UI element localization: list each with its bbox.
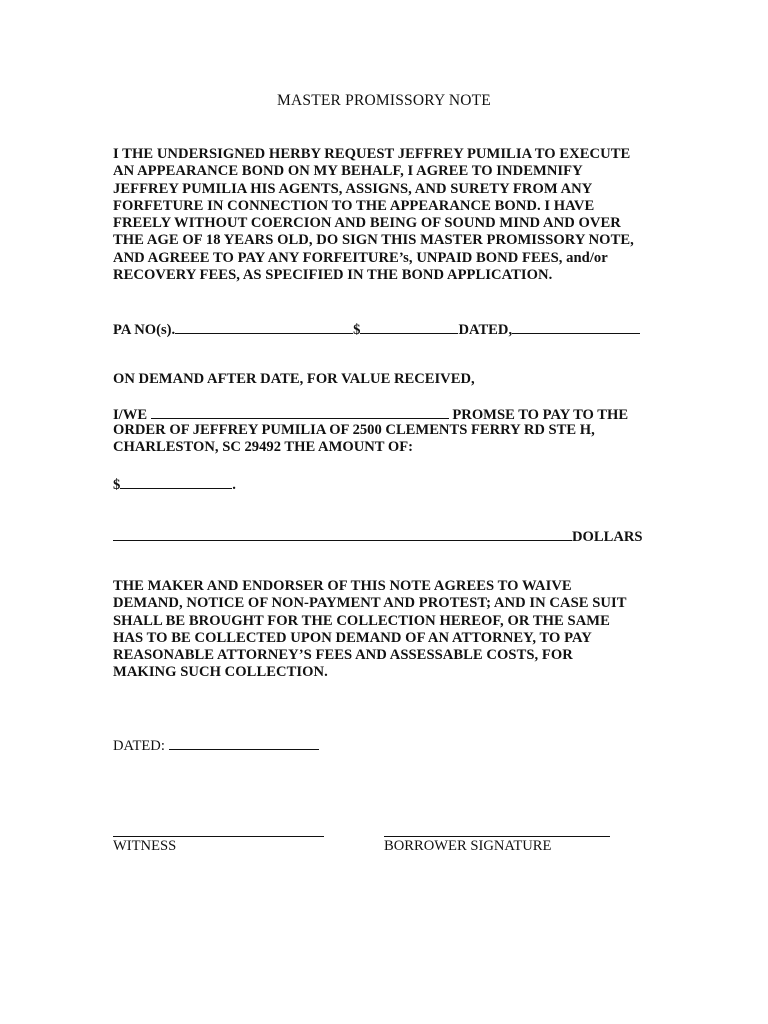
promise-text: PROMSE TO PAY TO THE: [452, 407, 629, 423]
witness-label: WITNESS: [113, 838, 177, 854]
order-line: CHARLESTON, SC 29492 THE AMOUNT OF:: [113, 439, 414, 455]
intro-line: I THE UNDERSIGNED HERBY REQUEST JEFFREY PUMILIA TO EXECUTE: [113, 146, 631, 162]
order-line: ORDER OF JEFFREY PUMILIA OF 2500 CLEMENTS FERRY RD STE H,: [113, 422, 595, 438]
pa-number-field[interactable]: [175, 320, 353, 334]
intro-line: FREELY WITHOUT COERCION AND BEING OF SOUND MIND AND OVER: [113, 215, 621, 232]
waiver-paragraph: [113, 578, 658, 682]
iwe-label: I/WE: [113, 407, 148, 423]
waiver-line: THE MAKER AND ENDORSER OF THIS NOTE AGREES TO WAIVE: [113, 578, 572, 594]
amount-field[interactable]: [120, 475, 232, 489]
intro-line: JEFFREY PUMILIA HIS AGENTS, ASSIGNS, AND SURETY FROM ANY: [113, 180, 593, 197]
dated-field[interactable]: [169, 736, 319, 750]
intro-line: AN APPEARANCE BOND ON MY BEHALF, I AGREE TO INDEMNIFY: [113, 163, 583, 180]
borrower-signature-line[interactable]: [384, 836, 610, 837]
dated-line: [113, 736, 319, 755]
pa-number-line: [113, 320, 640, 339]
dated-label: DATED:: [113, 738, 165, 754]
written-amount-field[interactable]: [113, 527, 572, 541]
borrower-signature-label: BORROWER SIGNATURE: [384, 838, 552, 854]
intro-line: AND AGREEE TO PAY ANY FORFEITURE’s, UNPAID BOND FEES, and/or: [113, 249, 608, 266]
pa-dated-field[interactable]: [512, 320, 640, 334]
waiver-line: MAKING SUCH COLLECTION.: [113, 664, 328, 681]
pa-number-label: PA NO(s).: [113, 322, 176, 338]
pa-amount-field[interactable]: [360, 320, 458, 334]
on-demand-line: ON DEMAND AFTER DATE, FOR VALUE RECEIVED,: [113, 371, 475, 387]
amount-line: [113, 475, 236, 494]
intro-line: FORFETURE IN CONNECTION TO THE APPEARANCE BOND. I HAVE: [113, 197, 595, 214]
pa-dated-label: DATED,: [458, 322, 513, 338]
waiver-line: HAS TO BE COLLECTED UPON DEMAND OF AN ATTORNEY, TO PAY: [113, 629, 592, 646]
dollars-label: DOLLARS: [572, 529, 643, 545]
waiver-line: DEMAND, NOTICE OF NON-PAYMENT AND PROTEST; AND IN CASE SUIT: [113, 595, 627, 612]
written-amount-line: [113, 527, 643, 546]
intro-line: RECOVERY FEES, AS SPECIFIED IN THE BOND APPLICATION.: [113, 267, 553, 284]
witness-signature-line[interactable]: [113, 836, 324, 837]
waiver-line: SHALL BE BROUGHT FOR THE COLLECTION HEREOF, OR THE SAME: [113, 612, 610, 629]
intro-line: THE AGE OF 18 YEARS OLD, DO SIGN THIS MASTER PROMISSORY NOTE,: [113, 232, 634, 249]
intro-paragraph: [113, 146, 658, 284]
payer-name-field[interactable]: [151, 405, 449, 419]
amount-dollar-label: $: [113, 477, 121, 493]
pa-amount-label: $: [353, 322, 361, 338]
page-title: MASTER PROMISSORY NOTE: [277, 92, 491, 109]
waiver-line: REASONABLE ATTORNEY’S FEES AND ASSESSABLE COSTS, FOR: [113, 647, 573, 664]
amount-period: .: [232, 477, 236, 493]
